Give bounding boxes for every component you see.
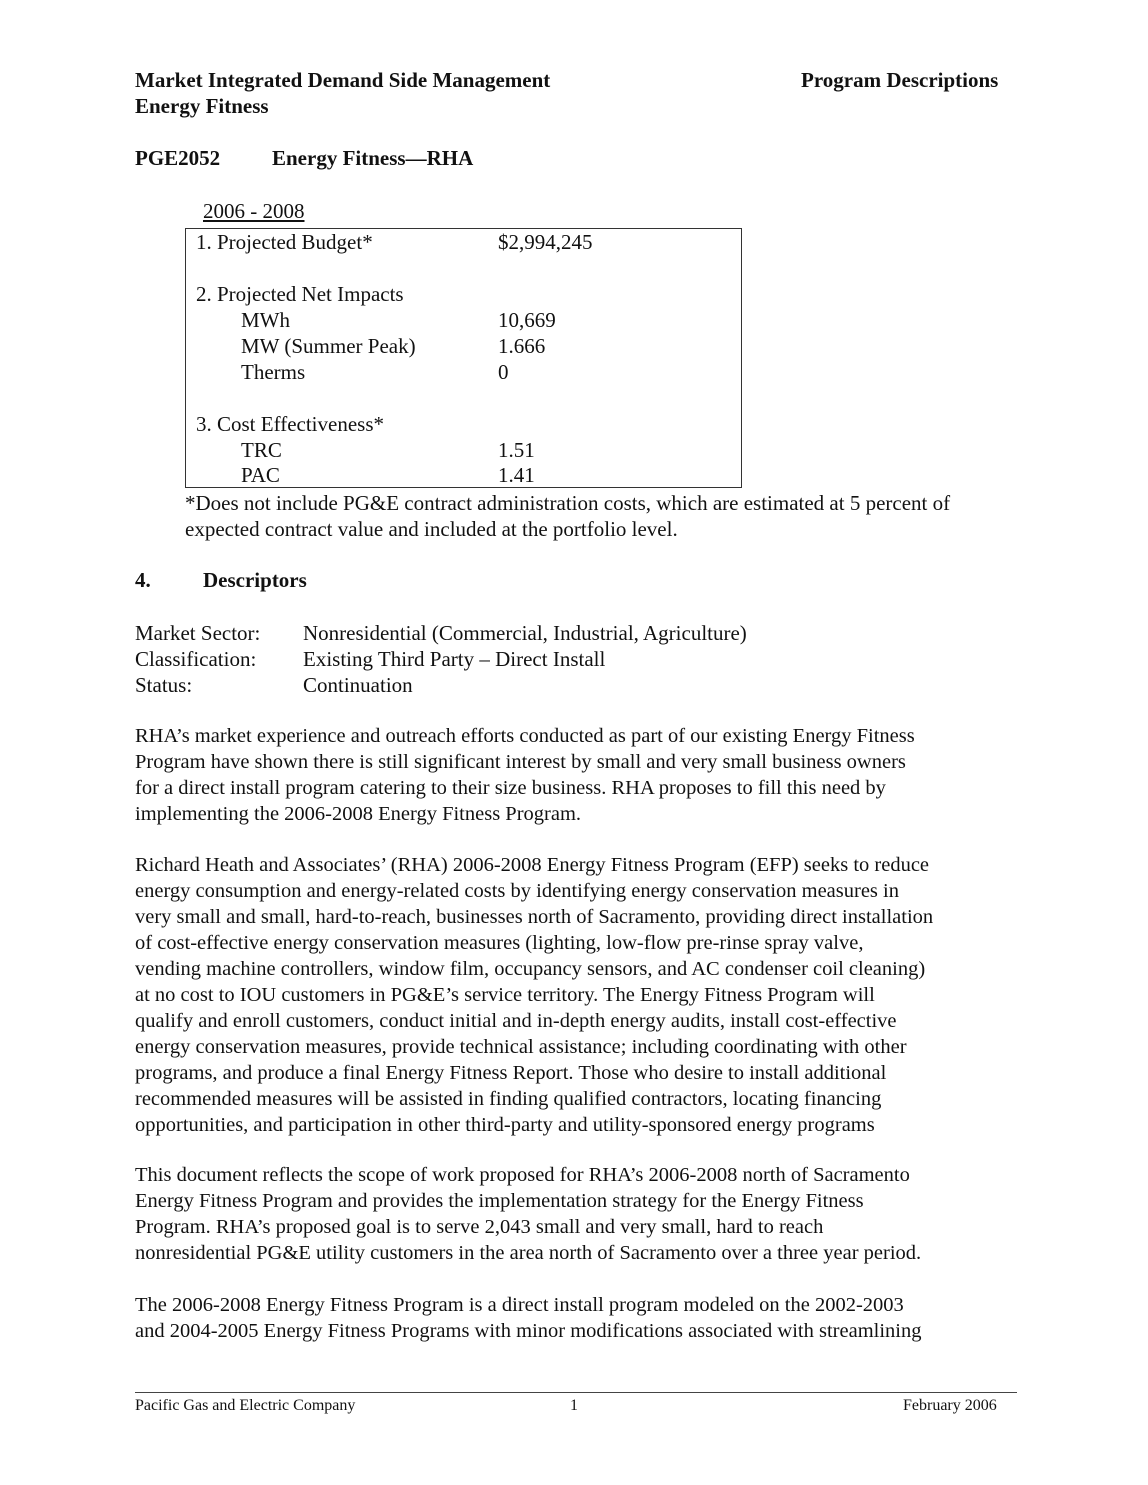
budget-row-label: MWh <box>241 308 290 332</box>
descriptor-value: Nonresidential (Commercial, Industrial, Agriculture) <box>303 621 747 645</box>
budget-row-value: $2,994,245 <box>498 230 593 254</box>
budget-row-value: 0 <box>498 360 509 384</box>
budget-row-label: 3. Cost Effectiveness* <box>196 412 384 436</box>
budget-row-label: PAC <box>241 463 280 487</box>
paragraph-line: and 2004-2005 Energy Fitness Programs with minor modifications associated with streamlining <box>135 1320 922 1342</box>
descriptors-heading: Descriptors <box>203 568 307 592</box>
document-title: Market Integrated Demand Side Management <box>135 68 551 92</box>
paragraph-line: Energy Fitness Program and provides the implementation strategy for the Energy Fitness <box>135 1190 864 1212</box>
budget-period: 2006 - 2008 <box>203 199 305 223</box>
paragraph-line: Program. RHA’s proposed goal is to serve 2,043 small and very small, hard to reach <box>135 1216 824 1238</box>
budget-row-label: TRC <box>241 438 282 462</box>
paragraph-line: nonresidential PG&E utility customers in the area north of Sacramento over a three year period. <box>135 1242 922 1264</box>
budget-row-label: MW (Summer Peak) <box>241 334 416 358</box>
document-subtitle: Energy Fitness <box>135 94 269 118</box>
body-paragraph <box>135 723 1025 827</box>
body-paragraph <box>135 1292 1025 1344</box>
paragraph-line: energy conservation measures, provide technical assistance; including coordinating with other <box>135 1036 907 1058</box>
budget-row-label: Therms <box>241 360 306 384</box>
budget-row-value: 1.51 <box>498 438 535 462</box>
paragraph-line: recommended measures will be assisted in finding qualified contractors, locating financing <box>135 1088 882 1110</box>
descriptors-number: 4. <box>135 568 151 592</box>
paragraph-line: vending machine controllers, window film, occupancy sensors, and AC condenser coil cleaning) <box>135 958 926 980</box>
paragraph-line: implementing the 2006-2008 Energy Fitness Program. <box>135 803 582 825</box>
program-name: Energy Fitness—RHA <box>272 146 474 170</box>
descriptor-value: Continuation <box>303 673 413 697</box>
body-paragraph <box>135 1162 1025 1266</box>
paragraph-line: The 2006-2008 Energy Fitness Program is a direct install program modeled on the 2002-2003 <box>135 1294 904 1316</box>
paragraph-line: Richard Heath and Associates’ (RHA) 2006-2008 Energy Fitness Program (EFP) seeks to reduce <box>135 854 930 876</box>
paragraph-line: energy consumption and energy-related costs by identifying energy conservation measures in <box>135 880 899 902</box>
budget-row-label: 2. Projected Net Impacts <box>196 282 404 306</box>
paragraph-line: programs, and produce a final Energy Fitness Report. Those who desire to install additional <box>135 1062 887 1084</box>
budget-footnote: expected contract value and included at the portfolio level. <box>185 517 678 541</box>
budget-row-value: 1.666 <box>498 334 546 358</box>
paragraph-line: very small and small, hard-to-reach, businesses north of Sacramento, providing direct installation <box>135 906 934 928</box>
footer-divider <box>135 1392 1017 1393</box>
paragraph-line: This document reflects the scope of work proposed for RHA’s 2006-2008 north of Sacramento <box>135 1164 910 1186</box>
body-paragraph <box>135 852 1025 1138</box>
descriptor-label: Market Sector: <box>135 621 261 645</box>
footer-company: Pacific Gas and Electric Company <box>135 1397 356 1414</box>
paragraph-line: qualify and enroll customers, conduct initial and in-depth energy audits, install cost-effective <box>135 1010 897 1032</box>
budget-row-value: 1.41 <box>498 463 535 487</box>
paragraph-line: of cost-effective energy conservation measures (lighting, low-flow pre-rinse spray valve, <box>135 932 864 954</box>
paragraph-line: at no cost to IOU customers in PG&E’s service territory. The Energy Fitness Program will <box>135 984 875 1006</box>
descriptor-label: Classification: <box>135 647 257 671</box>
program-id: PGE2052 <box>135 146 221 170</box>
paragraph-line: opportunities, and participation in other third-party and utility-sponsored energy programs <box>135 1114 875 1136</box>
paragraph-line: RHA’s market experience and outreach efforts conducted as part of our existing Energy Fitness <box>135 725 915 747</box>
section-title: Program Descriptions <box>801 68 999 92</box>
footer-date: February 2006 <box>903 1397 997 1414</box>
budget-row-value: 10,669 <box>498 308 556 332</box>
budget-footnote: *Does not include PG&E contract administration costs, which are estimated at 5 percent of <box>185 491 951 515</box>
paragraph-line: Program have shown there is still significant interest by small and very small business owners <box>135 751 906 773</box>
budget-row-label: 1. Projected Budget* <box>196 230 373 254</box>
descriptor-value: Existing Third Party – Direct Install <box>303 647 606 671</box>
page-number: 1 <box>570 1397 578 1414</box>
paragraph-line: for a direct install program catering to their size business. RHA proposes to fill this need by <box>135 777 886 799</box>
descriptor-label: Status: <box>135 673 193 697</box>
